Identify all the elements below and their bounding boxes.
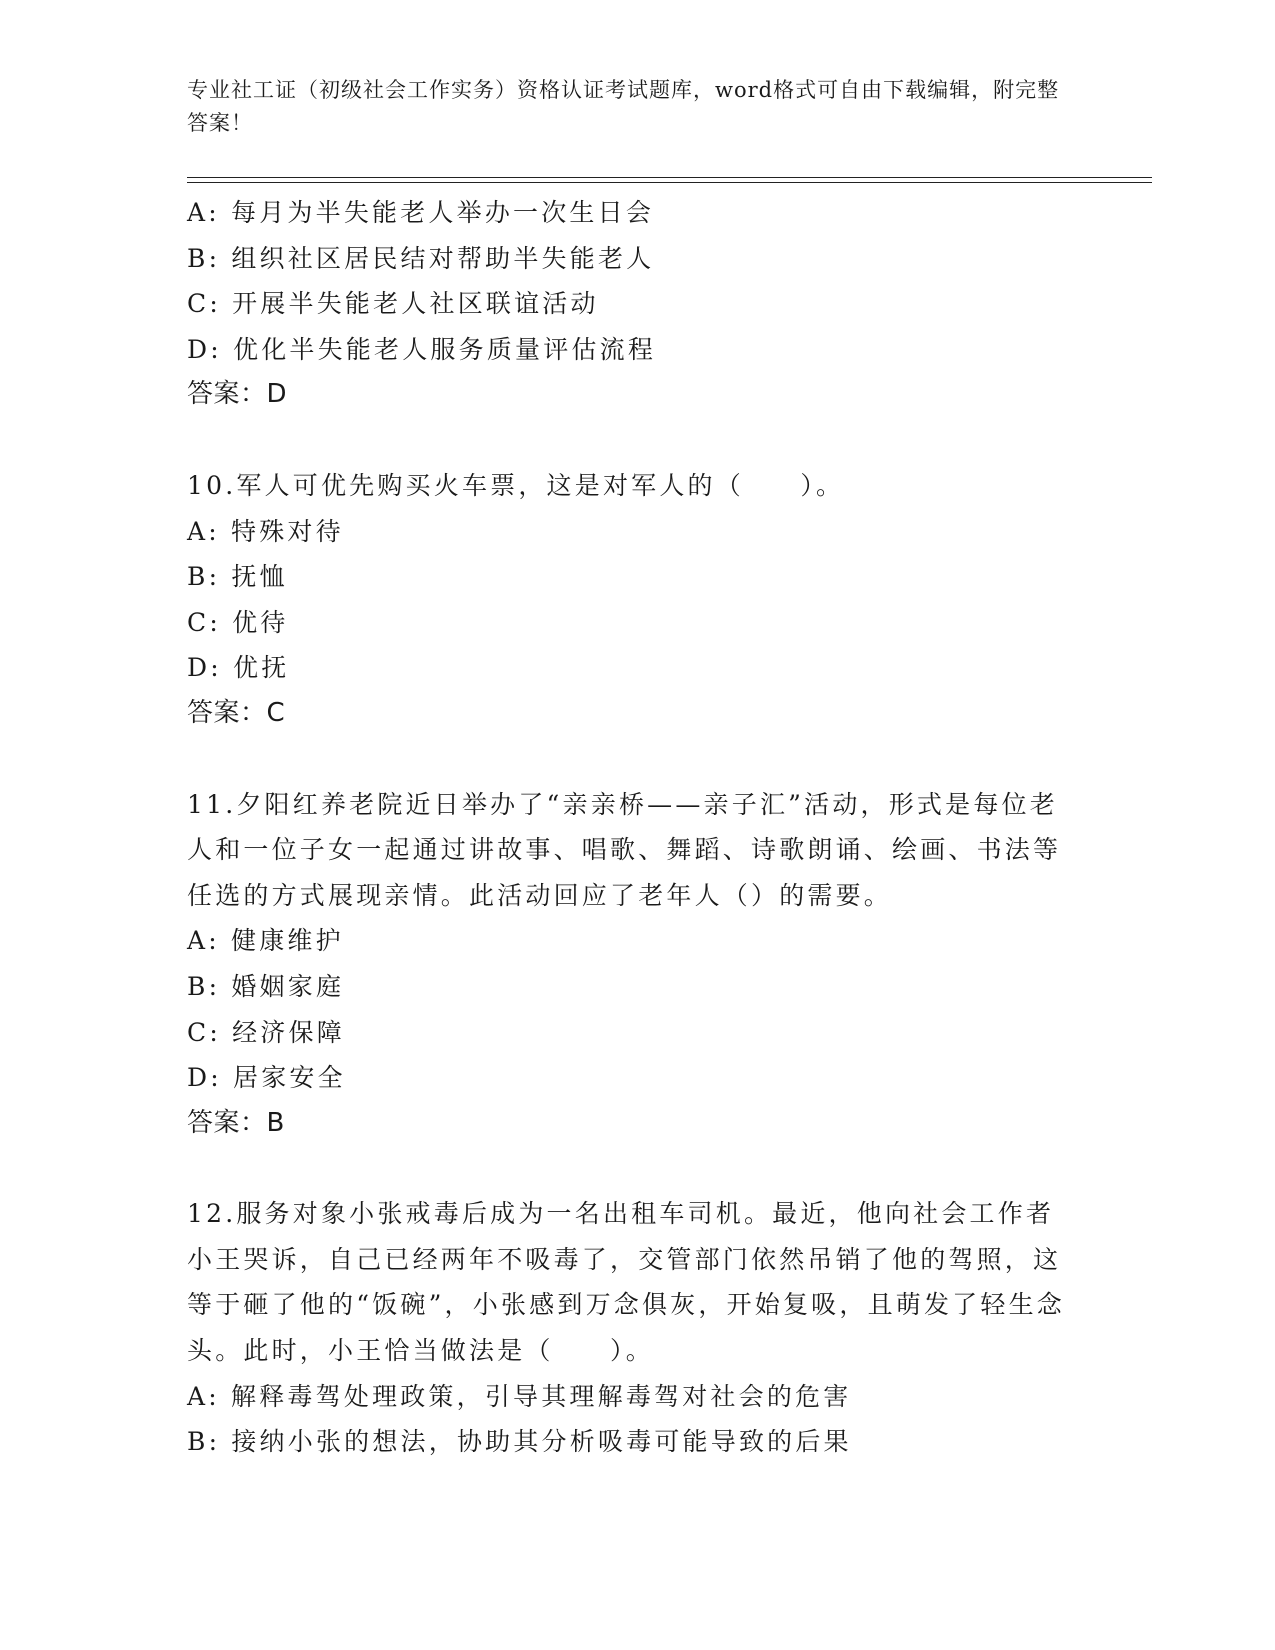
option-d: D: 居家安全 [187,1063,346,1093]
spacer [187,737,1087,782]
answer: 答案：B [187,1107,285,1138]
question-10 [187,463,1087,737]
option-a: A: 每月为半失能老人举办一次生日会 [187,198,655,227]
question-11 [187,782,1087,1147]
option-b: B: 抚恤 [187,562,288,592]
option-d: D: 优化半失能老人服务质量评估流程 [187,334,657,364]
spacer [187,1146,1087,1191]
option-d: D: 优抚 [187,653,290,683]
answer: 答案：D [187,379,288,410]
header-rule-bottom [187,182,1152,183]
question-9 [187,190,1087,418]
option-c: C: 开展半失能老人社区联谊活动 [187,289,599,319]
question-12 [187,1191,1087,1465]
header-rule-top [187,177,1152,178]
document-header [187,74,1067,140]
option-a: A: 特殊对待 [187,516,344,546]
spacer [187,418,1087,463]
question-text: 10.军人可优先购买火车票，这是对军人的（ ）。 [187,470,845,500]
option-c: C: 优待 [187,607,289,637]
question-text: 12.服务对象小张戒毒后成为一名出租车司机。最近，他向社会工作者小王哭诉，自己已经两年不吸毒了，交管部门依然吊销了他的驾照，这等于砸了他的“饭碗”，小张感到万念俱灰，开始复吸，且萌发了轻生念头。此时，小王恰当做法是（ ）。 [187,1199,1065,1366]
option-b: B: 婚姻家庭 [187,971,345,1001]
option-b: B: 组织社区居民结对帮助半失能老人 [187,243,655,273]
option-a: A: 健康维护 [187,926,344,956]
header-title: 专业社工证（初级社会工作实务）资格认证考试题库，word格式可自由下载编辑，附完整答案！ [187,78,1060,135]
option-c: C: 经济保障 [187,1017,345,1047]
option-b: B: 接纳小张的想法，协助其分析吸毒可能导致的后果 [187,1427,852,1457]
answer: 答案：C [187,697,286,728]
question-list [187,190,1087,1465]
option-a: A: 解释毒驾处理政策，引导其理解毒驾对社会的危害 [187,1381,852,1411]
question-text: 11.夕阳红养老院近日举办了“亲亲桥——亲子汇”活动，形式是每位老人和一位子女一起通过讲故事、唱歌、舞蹈、诗歌朗诵、绘画、书法等任选的方式展现亲情。此活动回应了老年人（）的需要。 [187,789,1062,910]
